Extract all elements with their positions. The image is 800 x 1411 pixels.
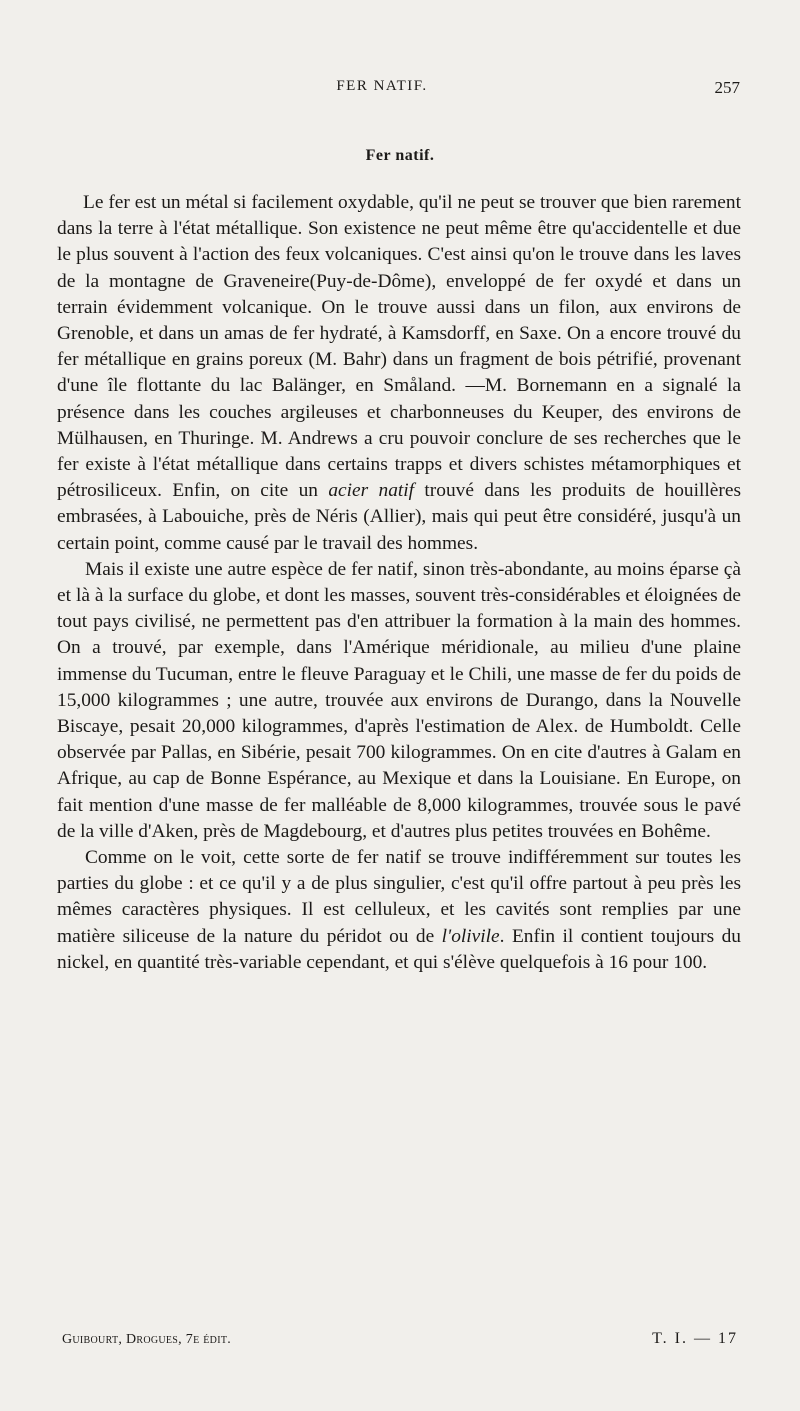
italic-term-acier-natif: acier natif — [328, 480, 415, 502]
paragraph-3-tail: . Enfin il contient toujours du nickel, en quantité très-variable cependant, et qui s'élève quelquefois à 16 pour 100. — [57, 925, 742, 973]
body-text — [57, 190, 741, 976]
paragraph-3 — [57, 845, 741, 976]
paragraph-1-text: Le fer est un métal si facilement oxydable, qu'il ne peut se trouver que bien rarement dans la terre à l'état métallique. Son existence ne peut même être qu'accidentelle et due le plus souvent à l'action des feux volcaniques. C'est ainsi qu'on le trouve dans les laves de la montagne de Graveneire(Puy-de-Dôme), enveloppé de fer oxydé et dans un terrain évidemment volcanique. On le trouve aussi dans un filon, aux environs de Grenoble, et dans un amas de fer hydraté, à Kamsdorff, en Saxe. On a encore trouvé du fer métallique en grains poreux (M. Bahr) dans un fragment de bois pétrifié, provenant d'une île flottante du lac Balänger, en Småland. —M. Bornemann en a signalé la présence dans les couches argileuses et charbonneuses du Keuper, des environs de Mülhausen, en Thuringe. M. Andrews a cru pouvoir conclure de ses recherches que le fer existe à l'état métallique dans certains trapps et divers schistes métamorphiques et pétrosiliceux. Enfin, on cite un — [57, 192, 741, 502]
footer-volume-mark: T. I. — 17 — [652, 1330, 738, 1347]
paragraph-1-tail: trouvé dans les produits de houillères embrasées, à Labouiche, près de Néris (Allier), mais qui peut être considéré, jusqu'à un certain point, comme causé par le travail des hommes. — [57, 480, 741, 554]
running-title: FER NATIF. — [336, 78, 428, 94]
paragraph-1 — [57, 190, 741, 557]
paragraph-2: Mais il existe une autre espèce de fer natif, sinon très-abondante, au moins éparse çà et là à la surface du globe, et dont les masses, souvent très-considérables et éloignées de tout pays civilisé, ne permettent pas d'en attribuer la formation à la main des hommes. On a trouvé, par exemple, dans l'Amérique méridionale, au milieu d'une plaine immense du Tucuman, entre le fleuve Paraguay et le Chili, une masse de fer du poids de 15,000 kilogrammes ; une autre, trouvée aux environs de Durango, dans la Nouvelle Biscaye, pesait 20,000 kilogrammes, d'après l'estimation de Alex. de Humboldt. Celle observée par Pallas, en Sibérie, pesait 700 kilogrammes. On en cite d'autres à Galam en Afrique, au cap de Bonne Espérance, au Mexique et dans la Louisiane. En Europe, on fait mention d'une masse de fer malléable de 8,000 kilogrammes, trouvée sous le pavé de la ville d'Aken, près de Magdebourg, et d'autres plus petites trouvées en Bohême. — [57, 558, 741, 842]
italic-term-olivile: l'olivile — [441, 925, 500, 947]
paragraph-3-text: Comme on le voit, cette sorte de fer natif se trouve indifféremment sur toutes les parties du globe : et ce qu'il y a de plus singulier, c'est qu'il offre partout à peu près les mêmes caractères physiques. Il est celluleux, et les cavités sont remplies par une matière siliceuse de la nature du péridot ou de — [57, 847, 741, 947]
footer-signature: Guibourt, Drogues, 7e édit. — [62, 1332, 232, 1347]
running-head — [52, 78, 740, 100]
page-footer — [62, 1330, 738, 1352]
section-heading: Fer natif. — [365, 147, 435, 164]
page-number: 257 — [714, 78, 740, 97]
